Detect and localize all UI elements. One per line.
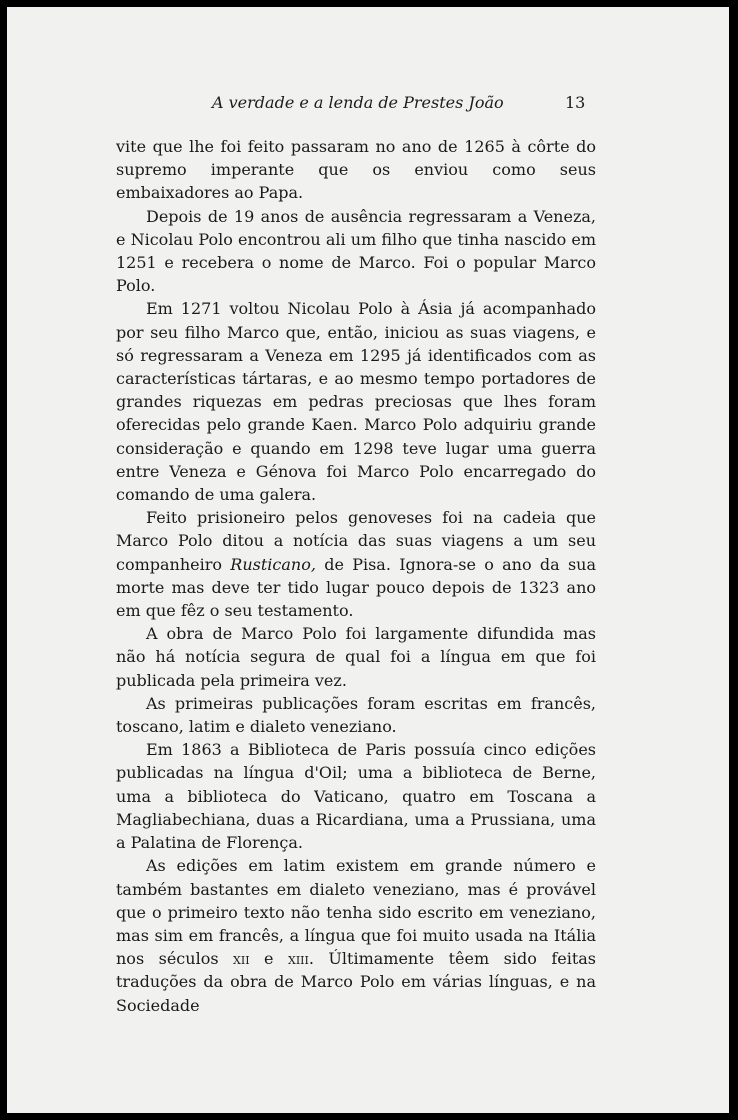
paragraph-text: e bbox=[249, 949, 288, 969]
paragraph-text: Feito prisioneiro pelos genoveses foi na cadeia que Marco Polo ditou a notícia das suas viagens a um seu companheiro bbox=[116, 508, 596, 574]
paragraph bbox=[116, 854, 596, 1016]
italic-name: Rusticano, bbox=[230, 554, 316, 574]
paragraph: vite que lhe foi feito passaram no ano de 1265 à côrte do supremo imperante que os enviou como seus embaixadores ao Papa. bbox=[116, 137, 596, 203]
paragraph-text: . Últimamente têem sido feitas traduções da obra de Marco Polo em várias línguas, e na Sociedade bbox=[116, 949, 596, 1015]
paragraph: Depois de 19 anos de ausência regressaram a Veneza, e Nicolau Polo encontrou ali um filho que tinha nascido em 1251 e recebera o nome de Marco. Foi o popular Marco Polo. bbox=[116, 206, 596, 296]
paragraph bbox=[116, 506, 596, 622]
paragraph: Em 1863 a Biblioteca de Paris possuía cinco edições publicadas na língua d'Oil; uma a biblioteca de Berne, uma a biblioteca do Vaticano, quatro em Toscana a Magliabechiana, duas a Ricardiana, uma a Prussiana, uma a Palatina de Florença. bbox=[116, 740, 596, 853]
roman-numeral: xiii bbox=[287, 949, 309, 969]
paragraph: As primeiras publicações foram escritas em francês, toscano, latim e dialeto veneziano. bbox=[116, 693, 596, 737]
body-text bbox=[116, 135, 596, 1017]
running-title: A verdade e a lenda de Prestes João bbox=[212, 93, 504, 112]
paragraph: A obra de Marco Polo foi largamente difundida mas não há notícia segura de qual foi a língua em que foi publicada pela primeira vez. bbox=[116, 624, 596, 690]
paragraph-text: As edições em latim existem em grande número e também bastantes em dialeto veneziano, mas é provável que o primeiro texto não tenha sido escrito em veneziano, mas sim em francês, a língua que foi muito usada na Itália nos séculos bbox=[116, 856, 596, 969]
roman-numeral: xii bbox=[233, 949, 250, 969]
running-header bbox=[7, 93, 729, 117]
book-page bbox=[7, 7, 729, 1113]
paragraph-text: de Pisa. Ignora-se o ano da sua morte mas deve ter tido lugar pouco depois de 1323 ano em que fêz o seu testamento. bbox=[116, 554, 596, 621]
page-number: 13 bbox=[565, 93, 586, 112]
paragraph: Em 1271 voltou Nicolau Polo à Ásia já acompanhado por seu filho Marco que, então, iniciou as suas viagens, e só regressaram a Veneza em 1295 já identificados com as características tártaras, e ao mesmo tempo portadores de grandes riquezas em pedras preciosas que lhes foram oferecidas pelo grande Kaen. Marco Polo adquiriu grande consideração e quando em 1298 teve lugar uma guerra entre Veneza e Génova foi Marco Polo encarregado do comando de uma galera. bbox=[116, 299, 596, 505]
